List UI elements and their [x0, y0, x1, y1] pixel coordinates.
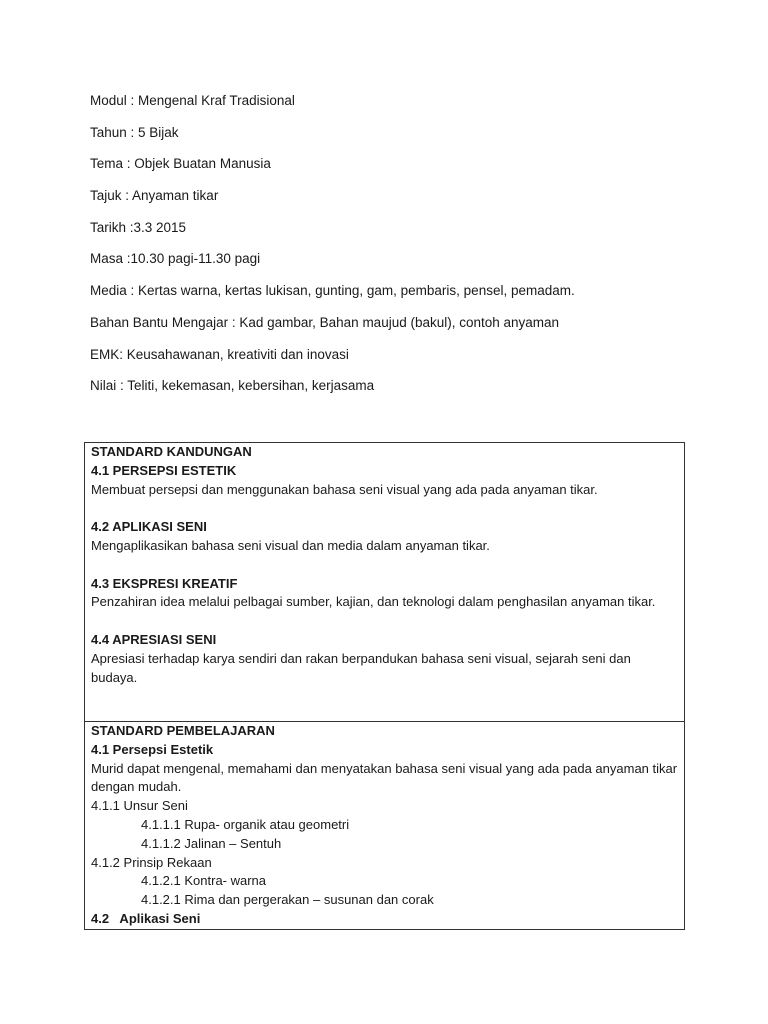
subsection-text: Apresiasi terhadap karya sendiri dan rakan berpandukan bahasa seni visual, sejarah seni dan budaya. — [91, 650, 631, 685]
subsection-text: Membuat persepsi dan menggunakan bahasa seni visual yang ada pada anyaman tikar. — [91, 481, 598, 497]
section-heading: STANDARD KANDUNGAN — [91, 444, 252, 459]
section-heading: STANDARD PEMBELAJARAN — [91, 723, 275, 738]
meta-emk: EMK: Keusahawanan, kreativiti dan inovasi — [90, 346, 349, 362]
table-row — [85, 443, 685, 722]
subsection-title: 4.2 APLIKASI SENI — [91, 519, 207, 535]
subsection-title: 4.2 Aplikasi Seni — [91, 910, 201, 926]
meta-modul: Modul : Mengenal Kraf Tradisional — [90, 93, 295, 108]
subsection-title: 4.1 Persepsi Estetik — [91, 741, 214, 757]
subsection-title: 4.4 APRESIASI SENI — [91, 631, 217, 647]
subsection-text: Murid dapat mengenal, memahami dan menyatakan bahasa seni visual yang ada pada anyaman tikar dengan mudah. — [91, 760, 678, 795]
standards-table — [84, 442, 685, 930]
meta-tema: Tema : Objek Buatan Manusia — [90, 156, 271, 172]
subsection-text: Penzahiran idea melalui pelbagai sumber, kajian, dan teknologi dalam penghasilan anyaman tikar. — [91, 594, 656, 610]
subsection-text: Mengaplikasikan bahasa seni visual dan media dalam anyaman tikar. — [91, 537, 490, 553]
meta-tarikh: Tarikh :3.3 2015 — [90, 219, 187, 235]
meta-masa: Masa :10.30 pagi-11.30 pagi — [90, 251, 261, 267]
meta-tahun: Tahun : 5 Bijak — [90, 124, 179, 140]
list-item: 4.1.1 Unsur Seni — [91, 798, 188, 814]
subsection-title: 4.3 EKSPRESI KREATIF — [91, 575, 238, 591]
standard-pembelajaran-cell — [85, 722, 685, 930]
meta-nilai: Nilai : Teliti, kekemasan, kebersihan, kerjasama — [90, 378, 375, 394]
list-item: 4.1.2.1 Rima dan pergerakan – susunan dan corak — [141, 892, 434, 908]
list-item: 4.1.2 Prinsip Rekaan — [91, 854, 212, 870]
list-item: 4.1.2.1 Kontra- warna — [141, 873, 267, 889]
meta-bahan-bantu: Bahan Bantu Mengajar : Kad gambar, Bahan maujud (bakul), contoh anyaman — [90, 314, 560, 330]
list-item: 4.1.1.2 Jalinan – Sentuh — [141, 835, 282, 851]
subsection-title: 4.1 PERSEPSI ESTETIK — [91, 462, 237, 478]
lesson-metadata — [90, 92, 710, 409]
list-item: 4.1.1.1 Rupa- organik atau geometri — [141, 816, 350, 832]
table-row — [85, 722, 685, 930]
meta-tajuk: Tajuk : Anyaman tikar — [90, 188, 219, 204]
standard-kandungan-cell — [85, 443, 685, 722]
meta-media: Media : Kertas warna, kertas lukisan, gunting, gam, pembaris, pensel, pemadam. — [90, 283, 575, 299]
